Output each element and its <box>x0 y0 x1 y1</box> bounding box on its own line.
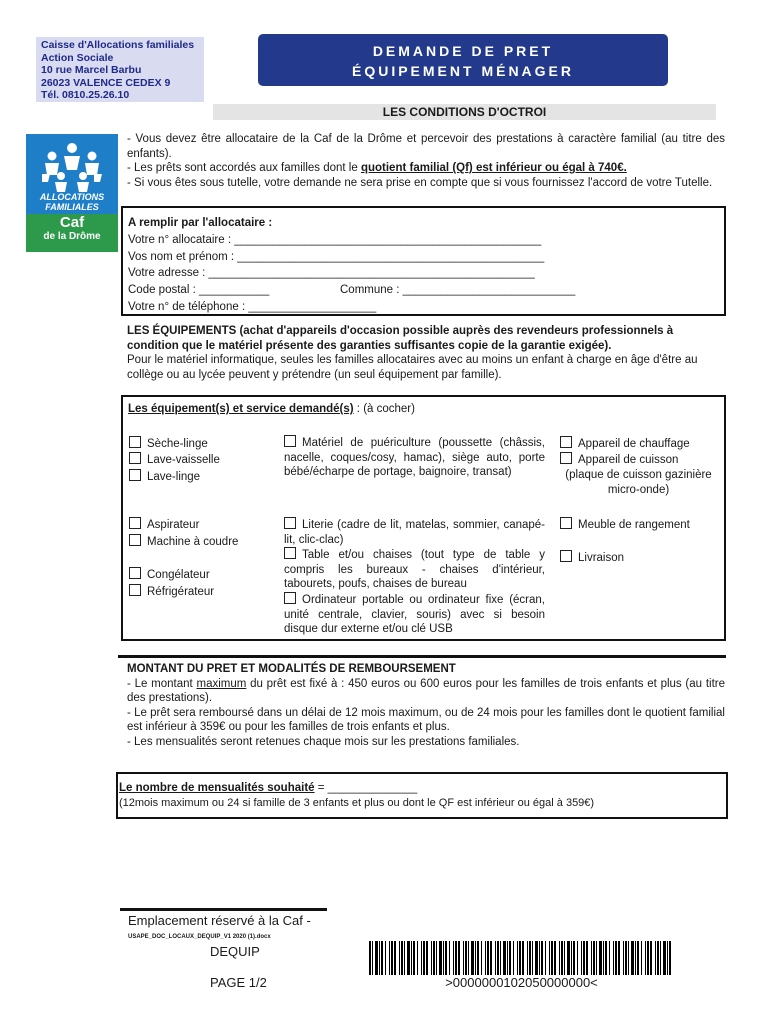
checkbox-label: Sèche-linge <box>147 438 208 450</box>
address-field[interactable]: Votre adresse : ___________________________________________________ <box>128 267 535 280</box>
conditions-text <box>127 132 725 190</box>
footer-divider <box>120 908 327 911</box>
barcode-bar <box>449 941 450 975</box>
montant-p1-pre: - Le montant <box>127 677 197 690</box>
checkbox-item-refrigerateur[interactable] <box>129 584 214 600</box>
barcode-bar <box>417 941 418 975</box>
barcode-bar <box>535 941 538 975</box>
barcode-bar <box>389 941 390 975</box>
barcode-bar <box>411 941 412 975</box>
equipements-section <box>127 324 725 382</box>
barcode-bar <box>503 941 506 975</box>
montant-p1 <box>127 677 725 706</box>
barcode-bar <box>372 941 373 975</box>
checkbox[interactable] <box>284 435 296 447</box>
barcode-bar <box>500 941 501 975</box>
condition-2-text: - Les prêts sont accordés aux familles dont le <box>127 162 361 174</box>
caf-logo <box>26 134 118 252</box>
commune-field[interactable]: Commune : ___________________________ <box>340 284 576 297</box>
barcode-bar <box>663 941 666 975</box>
barcode-bar <box>573 941 575 975</box>
barcode-bar <box>618 941 620 975</box>
allocataire-number-field[interactable]: Votre n° allocataire : ________________________________________________ <box>128 233 542 246</box>
barcode-bar <box>369 941 371 975</box>
barcode-bar <box>487 941 489 975</box>
checkbox-label: Réfrigérateur <box>147 586 215 598</box>
barcode-bar <box>423 941 425 975</box>
checkbox-item-lave-linge[interactable] <box>129 469 200 485</box>
barcode-bar <box>581 941 582 975</box>
barcode-bar <box>431 941 432 975</box>
barcode-bar <box>637 941 639 975</box>
barcode-bar <box>379 941 380 975</box>
condition-2-emphasis: quotient familial (Qf) est inférieur ou égal à 740€. <box>360 162 627 174</box>
checkbox-label: Livraison <box>578 552 625 564</box>
checkbox[interactable] <box>560 550 572 562</box>
form-heading: A remplir par l'allocataire : <box>128 217 273 229</box>
postal-code-field[interactable]: Code postal : ___________ <box>128 284 270 297</box>
conditions-heading: LES CONDITIONS D'OCTROI <box>213 104 716 120</box>
barcode-bar <box>404 941 405 975</box>
section-divider <box>118 655 726 658</box>
barcode-bar <box>655 941 656 975</box>
checkbox[interactable] <box>129 567 141 579</box>
barcode-bar <box>529 941 531 975</box>
barcode-bar <box>571 941 572 975</box>
logo-brand: Caf <box>59 214 85 231</box>
barcode-bar <box>394 941 396 975</box>
org-street: 10 rue Marcel Barbu <box>41 64 142 77</box>
selection-heading <box>128 402 718 417</box>
barcode-bar <box>421 941 422 975</box>
barcode-bar <box>623 941 624 975</box>
barcode-bar <box>657 941 659 975</box>
barcode-bar <box>561 941 563 975</box>
barcode-bar <box>549 941 550 975</box>
barcode-bar <box>513 941 514 975</box>
checkbox-item-meuble[interactable] <box>560 517 690 533</box>
selection-title: Les équipement(s) et service demandé(s) <box>128 403 354 415</box>
barcode-bar <box>532 941 533 975</box>
org-phone: Tél. 0810.25.26.10 <box>41 89 130 102</box>
checkbox[interactable] <box>560 452 572 464</box>
barcode-bar <box>596 941 597 975</box>
barcode-bar <box>603 941 604 975</box>
barcode-bar <box>645 941 646 975</box>
sender-address-block <box>36 37 204 102</box>
barcode-bar <box>477 941 479 975</box>
barcode-bar <box>413 941 415 975</box>
barcode-bar <box>527 941 528 975</box>
checkbox-item-machine-a-coudre[interactable] <box>129 534 238 550</box>
barcode-bar <box>468 941 469 975</box>
barcode-bar <box>509 941 511 975</box>
barcode-bar <box>635 941 636 975</box>
name-field[interactable]: Vos nom et prénom : ________________________________________________ <box>128 250 545 263</box>
checkbox-label: Aspirateur <box>147 519 200 531</box>
barcode-bar <box>495 941 496 975</box>
checkbox-label: Matériel de puériculture (poussette (châssis, nacelle, coques/cosy, hamac), siège auto, porte bébé/écharpe de portage, baignoire, transat) <box>284 437 545 478</box>
org-name: Caisse d'Allocations familiales <box>41 39 195 51</box>
checkbox-label: Literie (cadre de lit, matelas, sommier, canapé-lit, clic-clac) <box>284 519 545 546</box>
checkbox-label: Lave-linge <box>147 471 201 483</box>
barcode-bar <box>453 941 454 975</box>
barcode-bar <box>497 941 499 975</box>
checkbox-label: Congélateur <box>147 569 210 581</box>
barcode <box>369 941 674 975</box>
barcode-bar <box>381 941 383 975</box>
condition-3: - Si vous êtes sous tutelle, votre demande ne sera prise en compte que si vous fournissez l'accord de votre Tutelle. <box>127 176 713 189</box>
checkbox-label: Meuble de rangement <box>578 519 690 531</box>
barcode-bar <box>401 941 403 975</box>
checkbox[interactable] <box>129 517 141 529</box>
checkbox[interactable] <box>129 452 141 464</box>
barcode-bar <box>647 941 649 975</box>
barcode-bar <box>625 941 627 975</box>
logo-region: de la Drôme <box>43 231 101 242</box>
logo-text-2: FAMILIALES <box>45 202 99 212</box>
checkbox[interactable] <box>284 547 296 559</box>
mensualites-label: Le nombre de mensualités souhaité <box>119 782 315 794</box>
montant-section <box>127 662 725 749</box>
checkbox-item-livraison[interactable] <box>560 550 624 566</box>
phone-field[interactable]: Votre n° de téléphone : ____________________ <box>128 300 377 313</box>
checkbox-label: Appareil de cuisson <box>578 454 679 466</box>
title-line-2: ÉQUIPEMENT MÉNAGER <box>351 63 574 79</box>
barcode-bar <box>458 941 460 975</box>
checkbox[interactable] <box>284 517 296 529</box>
barcode-bar <box>567 941 570 975</box>
mensualites-input[interactable]: = ______________ <box>314 782 418 794</box>
barcode-bar <box>391 941 393 975</box>
org-city: 26023 VALENCE CEDEX 9 <box>41 76 171 89</box>
mensualites-note: (12mois maximum ou 24 si famille de 3 enfants et plus ou dont le QF est inférieur ou égal à 359€) <box>119 796 595 809</box>
mensualites-field[interactable] <box>119 781 724 796</box>
logo-text-1: ALLOCATIONS <box>39 192 105 202</box>
barcode-bar <box>539 941 540 975</box>
checkbox[interactable] <box>129 584 141 596</box>
footer-filename: USAPE_DOC_LOCAUX_DEQUIP_V1 2020 (1).docx <box>128 934 271 940</box>
checkbox[interactable] <box>284 592 296 604</box>
document-title <box>258 34 668 86</box>
montant-p3: - Les mensualités seront retenues chaque mois sur les prestations familiales. <box>127 735 520 748</box>
checkbox-item-chauffage[interactable] <box>560 436 690 452</box>
checkbox[interactable] <box>129 534 141 546</box>
barcode-bar <box>559 941 560 975</box>
barcode-bar <box>436 941 437 975</box>
condition-2 <box>127 161 725 176</box>
barcode-bar <box>485 941 486 975</box>
barcode-bar <box>551 941 553 975</box>
barcode-bar <box>631 941 634 975</box>
barcode-bar <box>660 941 661 975</box>
barcode-bar <box>475 941 476 975</box>
barcode-bar <box>650 941 652 975</box>
barcode-bar <box>545 941 546 975</box>
barcode-bar <box>443 941 444 975</box>
barcode-bar <box>593 941 595 975</box>
checkbox[interactable] <box>560 436 572 448</box>
barcode-bar <box>385 941 386 975</box>
barcode-bar <box>375 941 378 975</box>
equipements-note: Pour le matériel informatique, seules les familles allocataires avec au moins un enfant à charge en âge d'être au collège ou au lycée peuvent y prétendre (un seul équipement par famille). <box>127 354 698 381</box>
barcode-bar <box>471 941 474 975</box>
barcode-bar <box>445 941 447 975</box>
checkbox-label: Table et/ou chaises (tout type de table y compris les bureaux - chaises d'intérieur, tabourets, poufs, chaises de bureau <box>284 549 545 590</box>
barcode-bar <box>564 941 565 975</box>
barcode-bar <box>507 941 508 975</box>
barcode-bar <box>490 941 492 975</box>
checkbox-item-ordinateur[interactable] <box>284 592 545 637</box>
barcode-bar <box>613 941 614 975</box>
barcode-bar <box>455 941 457 975</box>
checkbox-item-cuisson[interactable] <box>560 452 678 468</box>
org-department: Action Sociale <box>41 51 114 64</box>
checkbox[interactable] <box>129 436 141 448</box>
montant-p1-post: du prêt est fixé à : 450 euros ou 600 euros pour les familles de trois enfants et plus (au titre des prestations). <box>127 677 725 704</box>
barcode-bar <box>465 941 467 975</box>
barcode-text: >0000000102050000000< <box>445 975 598 990</box>
barcode-bar <box>577 941 578 975</box>
applicant-form <box>128 215 718 316</box>
cuisson-details: (plaque de cuisson gazinière micro-onde) <box>565 469 712 496</box>
barcode-bar <box>609 941 610 975</box>
montant-heading: MONTANT DU PRET ET MODALITÉS DE REMBOURSEMENT <box>127 663 456 675</box>
barcode-bar <box>628 941 629 975</box>
checkbox-item-literie[interactable] <box>284 517 545 547</box>
barcode-bar <box>517 941 518 975</box>
barcode-bar <box>463 941 464 975</box>
checkbox-label: Appareil de chauffage <box>578 438 690 450</box>
barcode-bar <box>605 941 607 975</box>
checkbox-label: Ordinateur portable ou ordinateur fixe (écran, unité centrale, clavier, souris) avec si besoin disque dur externe et/ou clé USB <box>284 594 545 635</box>
barcode-bar <box>554 941 556 975</box>
barcode-bar <box>591 941 592 975</box>
barcode-bar <box>399 941 400 975</box>
barcode-bar <box>522 941 524 975</box>
footer-emplacement: Emplacement réservé à la Caf - <box>128 913 311 928</box>
footer-page-number: PAGE 1/2 <box>210 975 267 990</box>
checkbox-item-aspirateur[interactable] <box>129 517 199 533</box>
barcode-bar <box>669 941 671 975</box>
equipements-heading: LES ÉQUIPEMENTS (achat d'appareils d'occasion possible auprès des revendeurs professionnels à condition que le matériel présente des garanties suffisantes copie de la garantie exigée). <box>127 325 674 352</box>
condition-1: - Vous devez être allocataire de la Caf de la Drôme et percevoir des prestations à caractère familial (au titre des enfants). <box>127 133 725 160</box>
barcode-bar <box>407 941 410 975</box>
mensualites-section <box>119 781 724 810</box>
checkbox-item-table-chaises[interactable] <box>284 547 545 592</box>
barcode-bar <box>433 941 435 975</box>
barcode-bar <box>426 941 428 975</box>
barcode-bar <box>615 941 617 975</box>
montant-p1-emphasis: maximum <box>196 677 247 690</box>
checkbox-label: Machine à coudre <box>147 536 239 548</box>
barcode-bar <box>583 941 585 975</box>
montant-p2: - Le prêt sera remboursé dans un délai de 12 mois maximum, ou de 24 mois pour les familles dont le quotient familial est inférieur à 359€ ou pour les familles de trois enfants et plus. <box>127 706 725 733</box>
checkbox-label: Lave-vaisselle <box>147 454 220 466</box>
barcode-bar <box>519 941 521 975</box>
barcode-bar <box>481 941 482 975</box>
checkbox[interactable] <box>129 469 141 481</box>
checkbox[interactable] <box>560 517 572 529</box>
barcode-bar <box>641 941 642 975</box>
footer-code: DEQUIP <box>210 944 260 959</box>
barcode-bar <box>599 941 602 975</box>
checkbox-item-puericulture[interactable] <box>284 435 545 480</box>
barcode-bar <box>541 941 543 975</box>
title-line-1: DEMANDE DE PRET <box>372 43 554 59</box>
barcode-bar <box>667 941 668 975</box>
selection-hint: : (à cocher) <box>353 403 415 415</box>
checkbox-item-lave-vaisselle[interactable] <box>129 452 220 468</box>
checkbox-item-congelateur[interactable] <box>129 567 210 583</box>
barcode-bar <box>439 941 442 975</box>
checkbox-item-seche-linge[interactable] <box>129 436 208 452</box>
barcode-bar <box>586 941 588 975</box>
